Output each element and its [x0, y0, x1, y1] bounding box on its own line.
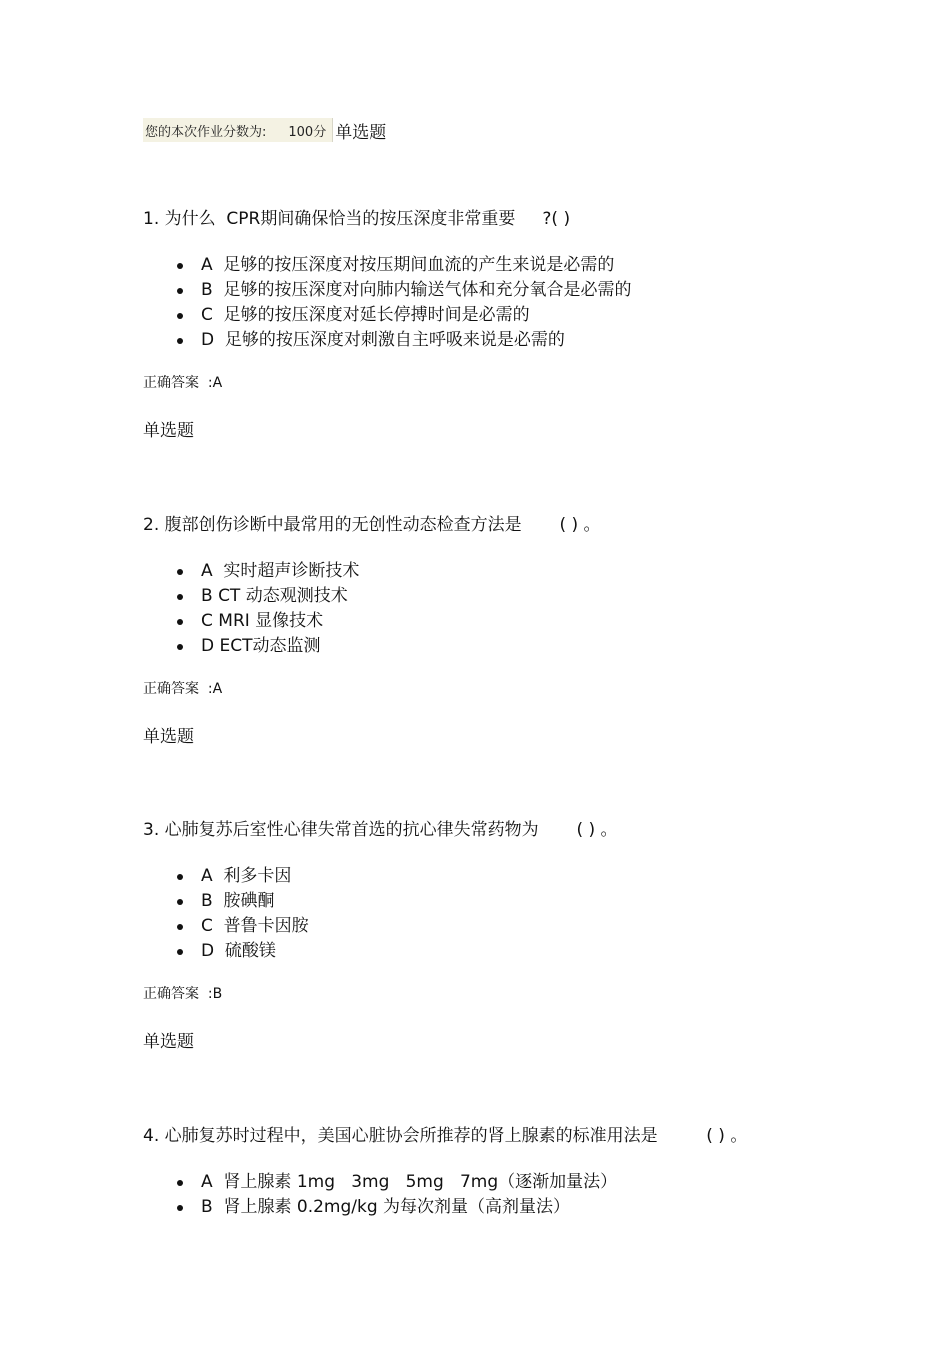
option-text: D ECT动态监测	[201, 636, 321, 656]
score-value: 100分	[288, 124, 327, 140]
option-text: B 足够的按压深度对向肺内输送气体和充分氧合是必需的	[201, 280, 632, 300]
option-text: B 肾上腺素 0.2mg/kg 为每次剂量（高剂量法）	[201, 1197, 571, 1217]
option-d	[143, 328, 903, 353]
option-text: C MRI 显像技术	[201, 611, 324, 631]
option-text: D 足够的按压深度对刺激自主呼吸来说是必需的	[201, 330, 565, 350]
option-text: A 利多卡因	[201, 866, 292, 886]
option-list	[143, 559, 903, 659]
bullet-icon	[177, 338, 183, 344]
option-list	[143, 253, 903, 353]
bullet-icon	[177, 874, 183, 880]
option-a	[143, 864, 903, 889]
bullet-icon	[177, 288, 183, 294]
option-c	[143, 914, 903, 939]
bullet-icon	[177, 569, 183, 575]
score-label: 您的本次作业分数为:	[145, 124, 267, 140]
question-4	[143, 1124, 903, 1220]
correct-answer: 正确答案 :A	[143, 375, 223, 391]
bullet-icon	[177, 899, 183, 905]
bullet-icon	[177, 1205, 183, 1211]
bullet-icon	[177, 594, 183, 600]
bullet-icon	[177, 619, 183, 625]
bullet-icon	[177, 924, 183, 930]
bullet-icon	[177, 1180, 183, 1186]
question-stem: 4. 心肺复苏时过程中，美国心脏协会所推荐的肾上腺素的标准用法是 ( ) 。	[143, 1126, 748, 1146]
option-list	[143, 864, 903, 964]
option-a	[143, 1170, 903, 1195]
question-type-label: 单选题	[143, 421, 194, 441]
option-c	[143, 303, 903, 328]
bullet-icon	[177, 313, 183, 319]
option-text: A 足够的按压深度对按压期间血流的产生来说是必需的	[201, 255, 615, 275]
question-type-label: 单选题	[143, 727, 194, 747]
bullet-icon	[177, 644, 183, 650]
option-a	[143, 559, 903, 584]
score-box	[143, 118, 333, 142]
option-text: A 实时超声诊断技术	[201, 561, 360, 581]
option-b	[143, 278, 903, 303]
option-text: B CT 动态观测技术	[201, 586, 348, 606]
question-type-label: 单选题	[335, 122, 387, 143]
option-c	[143, 609, 903, 634]
question-stem: 3. 心肺复苏后室性心律失常首选的抗心律失常药物为 ( ) 。	[143, 820, 618, 840]
question-1	[143, 207, 903, 443]
option-text: C 足够的按压深度对延长停搏时间是必需的	[201, 305, 530, 325]
option-a	[143, 253, 903, 278]
bullet-icon	[177, 263, 183, 269]
option-b	[143, 584, 903, 609]
question-stem: 1. 为什么 CPR期间确保恰当的按压深度非常重要 ?( )	[143, 209, 571, 229]
option-text: D 硫酸镁	[201, 941, 276, 961]
bullet-icon	[177, 949, 183, 955]
question-3	[143, 818, 903, 1054]
option-b	[143, 889, 903, 914]
correct-answer: 正确答案 :A	[143, 681, 223, 697]
question-2	[143, 513, 903, 749]
option-text: B 胺碘酮	[201, 891, 275, 911]
option-text: C 普鲁卡因胺	[201, 916, 309, 936]
question-type-label: 单选题	[143, 1032, 194, 1052]
option-list	[143, 1170, 903, 1220]
option-b	[143, 1195, 903, 1220]
option-d	[143, 939, 903, 964]
correct-answer: 正确答案 :B	[143, 986, 223, 1002]
score-row	[143, 117, 386, 143]
question-stem: 2. 腹部创伤诊断中最常用的无创性动态检查方法是 ( ) 。	[143, 515, 601, 535]
option-text: A 肾上腺素 1mg 3mg 5mg 7mg（逐渐加量法）	[201, 1172, 618, 1192]
option-d	[143, 634, 903, 659]
